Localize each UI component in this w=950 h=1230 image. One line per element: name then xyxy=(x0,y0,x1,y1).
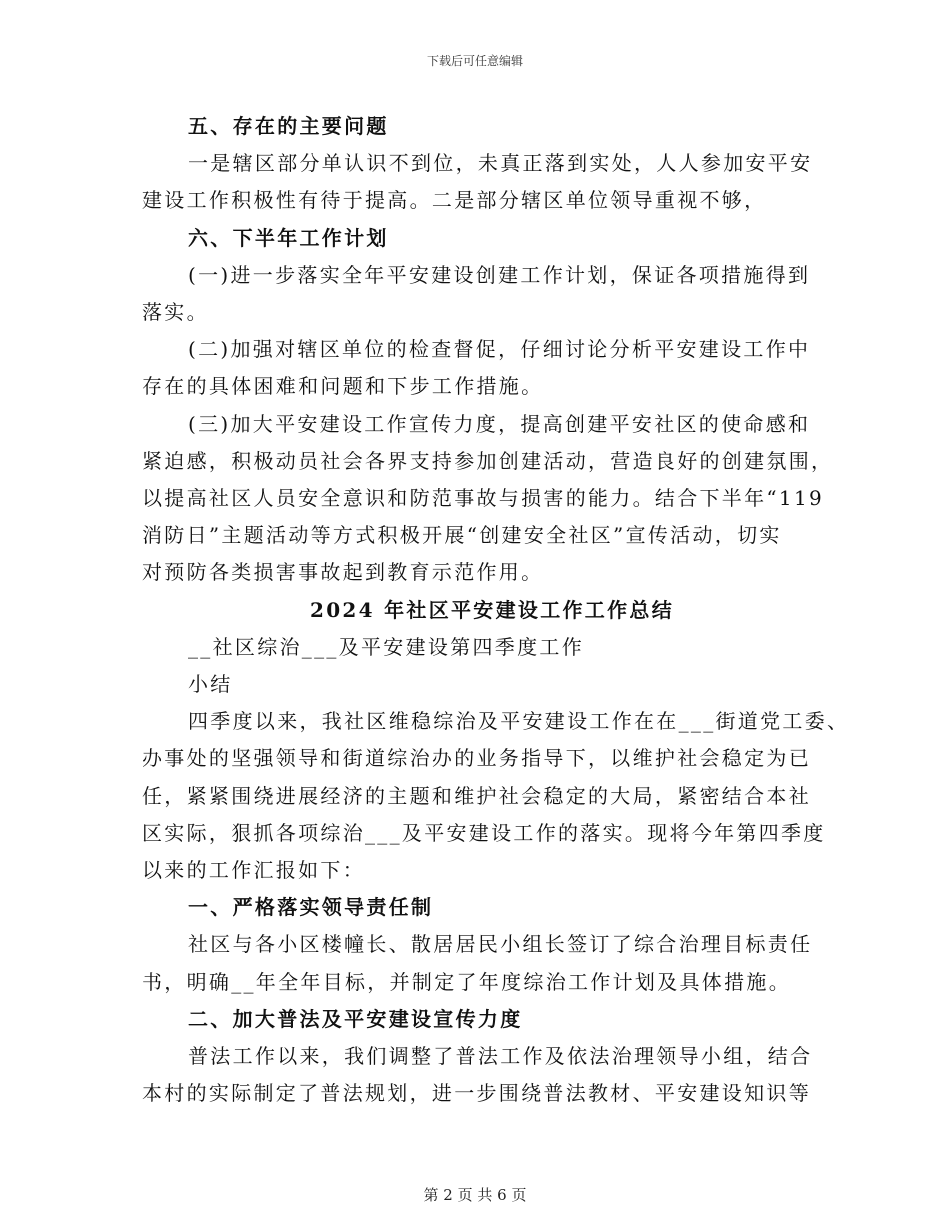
paragraph-line: 存在的具体困难和问题和下步工作措施。 xyxy=(142,374,544,399)
paragraph-line: (三)加大平安建设工作宣传力度，提高创建平安社区的使命感和 xyxy=(188,411,811,436)
paragraph-line: 落实。 xyxy=(142,300,209,325)
paragraph-line: 消防日”主题活动等方式积极开展“创建安全社区”宣传活动，切实 xyxy=(142,523,782,548)
paragraph-line: 办事处的坚强领导和街道综治办的业务指导下，以维护社会稳定为已 xyxy=(142,746,811,771)
paragraph-line: 紧迫感，积极动员社会各界支持参加创建活动，营造良好的创建氛围， xyxy=(142,448,834,473)
paragraph-line: 四季度以来，我社区维稳综治及平安建设工作在在___街道党工委、 xyxy=(188,709,850,734)
paragraph-line: 书，明确__年全年目标，并制定了年度综治工作计划及具体措施。 xyxy=(142,969,791,994)
section-heading-plan: 六、下半年工作计划 xyxy=(188,225,389,250)
paragraph-line: 社区与各小区楼幢长、散居居民小组长签订了综合治理目标责任 xyxy=(188,932,813,957)
paragraph-line: (一)进一步落实全年平安建设创建工作计划，保证各项措施得到 xyxy=(188,262,811,287)
section-heading-problems: 五、存在的主要问题 xyxy=(188,114,389,138)
paragraph-line: 以来的工作汇报如下： xyxy=(142,858,365,883)
section-heading-responsibility: 一、严格落实领导责任制 xyxy=(188,895,434,920)
subtitle-line: 小结 xyxy=(188,672,233,697)
paragraph-line: 以提高社区人员安全意识和防范事故与损害的能力。结合下半年“119 xyxy=(142,486,824,511)
paragraph-line: 对预防各类损害事故起到教育示范作用。 xyxy=(142,560,544,585)
paragraph-line: 本村的实际制定了普法规划，进一步围绕普法教材、平安建设知识等 xyxy=(142,1081,811,1106)
paragraph-line: (二)加强对辖区单位的检查督促，仔细讨论分析平安建设工作中 xyxy=(188,337,811,362)
page-footer: 第 2 页 共 6 页 xyxy=(423,1186,527,1204)
paragraph-line: 建设工作积极性有待于提高。二是部分辖区单位领导重视不够， xyxy=(142,188,767,213)
paragraph-line: 区实际，狠抓各项综治___及平安建设工作的落实。现将今年第四季度 xyxy=(142,820,826,845)
paragraph-line: 任，紧紧围绕进展经济的主题和维护社会稳定的大局，紧密结合本社 xyxy=(142,783,811,808)
subtitle-line: __社区综治___及平安建设第四季度工作 xyxy=(188,634,584,659)
paragraph-line: 普法工作以来，我们调整了普法工作及依法治理领导小组，结合 xyxy=(188,1044,813,1069)
document-body xyxy=(142,108,850,1112)
paragraph-line: 一是辖区部分单认识不到位，未真正落到实处，人人参加安平安 xyxy=(188,151,813,176)
page-header: 下载后可任意编辑 xyxy=(426,54,523,68)
section-heading-publicity: 二、加大普法及平安建设宣传力度 xyxy=(188,1006,523,1031)
document-title: 2024 年社区平安建设工作工作总结 xyxy=(309,597,675,622)
